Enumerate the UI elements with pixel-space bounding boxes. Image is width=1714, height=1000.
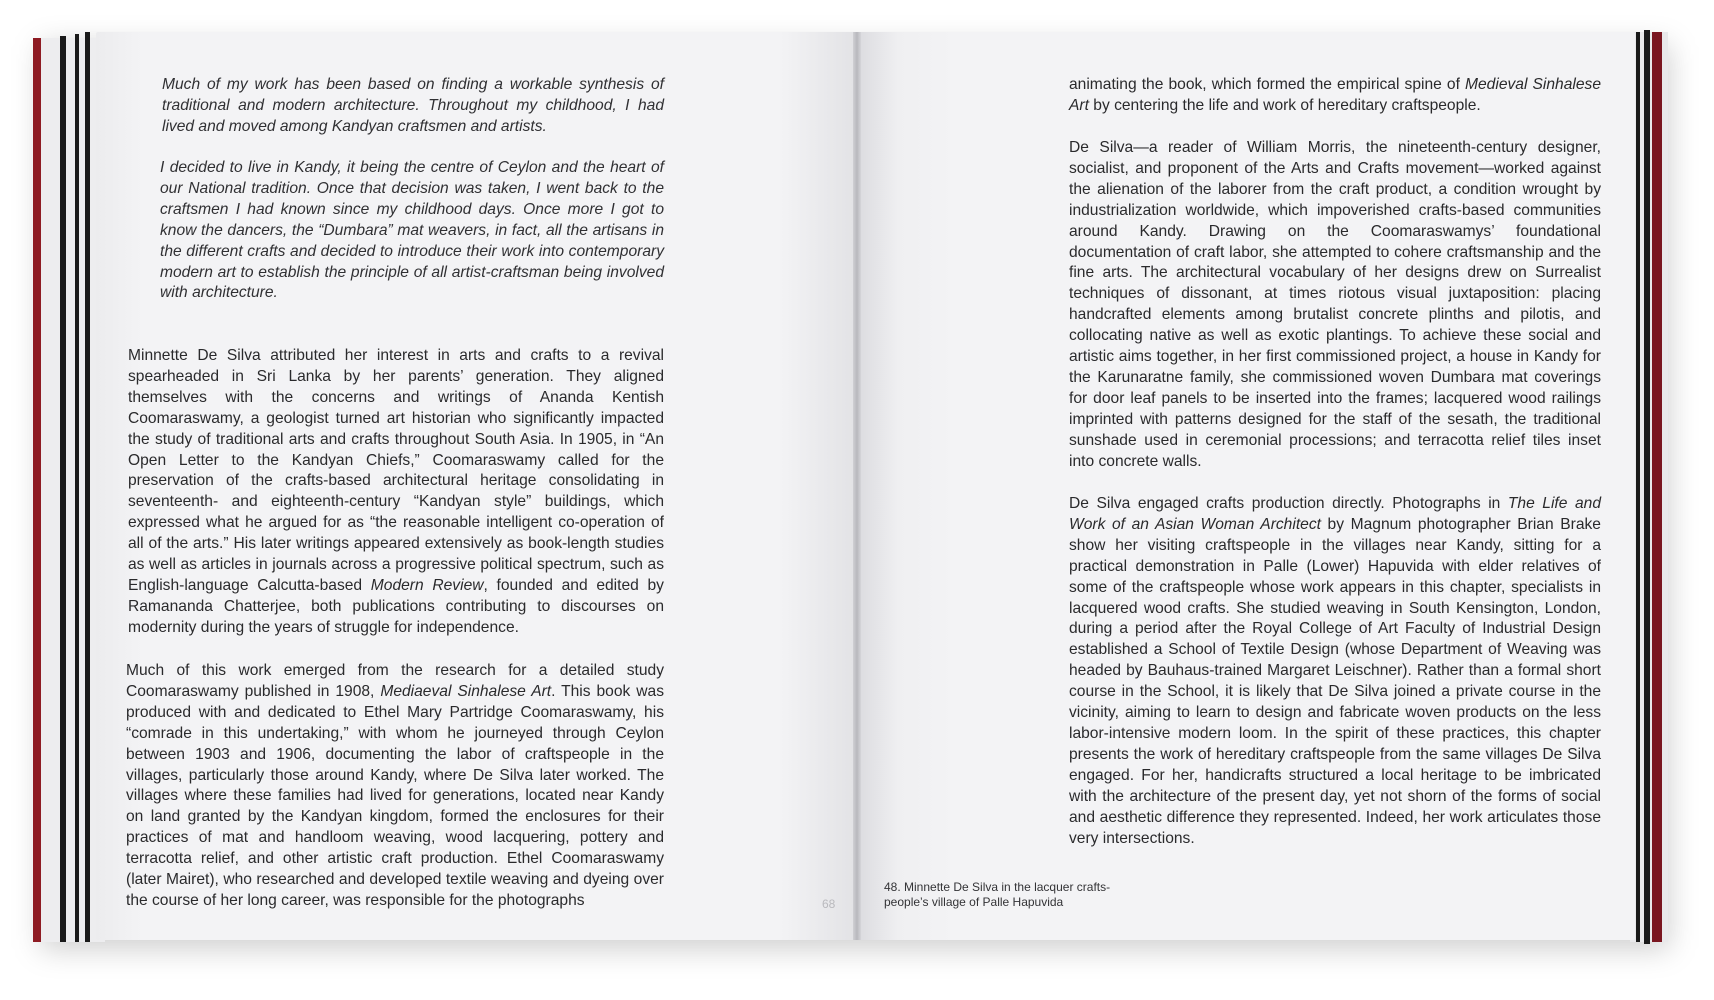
caption-line: people’s village of Palle Hapuvida [884,895,1064,909]
body-paragraph [128,346,664,639]
body-paragraph [126,661,664,912]
cover-black-stripe [1636,32,1640,942]
cover-black-stripe [75,34,79,942]
publication-title: Medieval Sinhalese Art [1069,76,1602,114]
body-text: De Silva engaged crafts production directly. Photographs in [1069,495,1508,512]
cover-black-stripe [60,36,66,942]
body-paragraph [1069,494,1601,849]
epigraph-text: I decided to live in Kandy, it being the centre of Ceylon and the heart of our National tradition. Once that decision was taken, I went back to the craftsmen I had known since my childhood days. Once more I got to know the dancers, the “Dumbara” mat weavers, in fact, all the artisans in the different crafts and decided to introduce their work into contemporary modern art to establish the principle of all artist-craftsman being involved with architecture. [160,159,664,302]
publication-title: Modern Review [370,576,484,594]
cover-red-stripe-right [1652,32,1662,942]
body-text: , founded and edited by Ramananda Chatterjee, both publications contributing to discourses on modernity during the years of struggle for independence. [128,576,664,636]
caption-line: 48. Minnette De Silva in the lacquer crafts- [884,880,1111,894]
book-cover-edge-left [33,38,105,942]
body-text: by Magnum photographer Brian Brake show her visiting craftspeople in the villages near Kandy, sitting for a practical demonstration in Palle (Lower) Hapuvida with elder relatives of some of the craftspeople whose work appears in this chapter, specialists in lacquered wood crafts. She studied weaving in South Kensington, London, during a period after the Royal College of Art Faculty of Industrial Design established a School of Textile Design (whose Department of Weaving was headed by Bauhaus-trained Margaret Leischner). Rather than a formal short course in the School, it is likely that De Silva joined a private course in the vicinity, aiming to learn to design and fabricate woven products on the less labor-intensive modern loom. In the spirit of these practices, this chapter presents the work of hereditary craftspeople from the same villages De Silva engaged. For her, handicrafts structured a local heritage to be imbricated with the architecture of the present day, yet not shorn of the forms of social and aesthetic difference they represented. Indeed, her work articulates those very intersections. [1069,515,1601,847]
cover-black-stripe [1644,30,1650,944]
body-text: by centering the life and work of hereditary craftspeople. [1088,96,1481,114]
cover-red-stripe-left [33,38,41,942]
epigraph-quote-2 [160,158,664,304]
cover-black-stripe [85,32,90,942]
body-paragraph [1069,138,1601,473]
epigraph-text: Much of my work has been based on finding a workable synthesis of traditional and modern architecture. Throughout my childhood, I had lived and moved among Kandyan craftsmen and artists. [162,76,664,135]
body-text: Much of this work emerged from the research for a detailed study Coomaraswamy published in 1908, [126,662,664,700]
figure-caption [884,880,1134,910]
body-paragraph [1069,75,1601,117]
page-number: 68 [822,897,836,911]
body-text: . This book was produced with and dedicated to Ethel Mary Partridge Coomaraswamy, his “comrade in this undertaking,” with whom he journeyed through Ceylon between 1903 and 1906, documenting the labor of craftspeople in the villages, particularly those around Kandy, where De Silva later worked. The villages where these families had lived for generations, located near Kandy on land granted by the Kandyan kingdom, formed the enclosures for their practices of mat and handloom weaving, wood lacquering, pottery and terracotta relief, and other artistic craft production. Ethel Coomaraswamy (later Mairet), who researched and developed textile weaving and dyeing over the course of her long career, was responsible for the photographs [126,682,664,909]
body-text: animating the book, which formed the empirical spine of [1069,76,1466,93]
epigraph-quote-1 [162,75,664,138]
book-gutter [853,32,861,940]
publication-title: The Life and Work of an Asian Woman Architect [1069,495,1601,533]
publication-title: Mediaeval Sinhalese Art [380,682,552,700]
body-text: Minnette De Silva attributed her interest in arts and crafts to a revival spearheaded in Sri Lanka by her parents’ generation. They aligned themselves with the concerns and writings of Ananda Kentish Coomaraswamy, a geologist turned art historian who significantly impacted the study of traditional arts and crafts throughout South Asia. In 1905, in “An Open Letter to the Kandyan Chiefs,” Coomaraswamy called for the preservation of the crafts-based architectural heritage consolidating in seventeenth- and eighteenth-century “Kandyan style” buildings, which expressed what he argued for as “the reasonable intelligent co-operation of all of the arts.” His later writings appeared extensively as book-length studies as well as articles in journals across a progressive political spectrum, such as English-language Calcutta-based [128,347,664,594]
body-text: De Silva—a reader of William Morris, the nineteenth-century designer, socialist, and proponent of the Arts and Crafts movement—worked against the alienation of the laborer from the craft product, a condition wrought by industrialization worldwide, which impoverished crafts-based communities around Kandy. Drawing on the Coomaraswamys’ foundational documentation of craft labor, she attempted to cohere craftsmanship and the fine arts. The architectural vocabulary of her designs drew on Surrealist techniques of dissonant, at times riotous visual juxtaposition: placing handcrafted elements among brutalist concrete plinths and pilotis, and collocating native as well as exotic plantings. To achieve these social and artistic aims together, in her first commissioned project, a house in Kandy for the Karunaratne family, she commissioned woven Dumbara mat coverings for door leaf panels to be inserted into the frames; lacquered wood railings imprinted with patterns designed for the staff of the sesath, the traditional sunshade used in ceremonial processions; and terracotta relief tiles inset into concrete walls. [1069,139,1601,470]
